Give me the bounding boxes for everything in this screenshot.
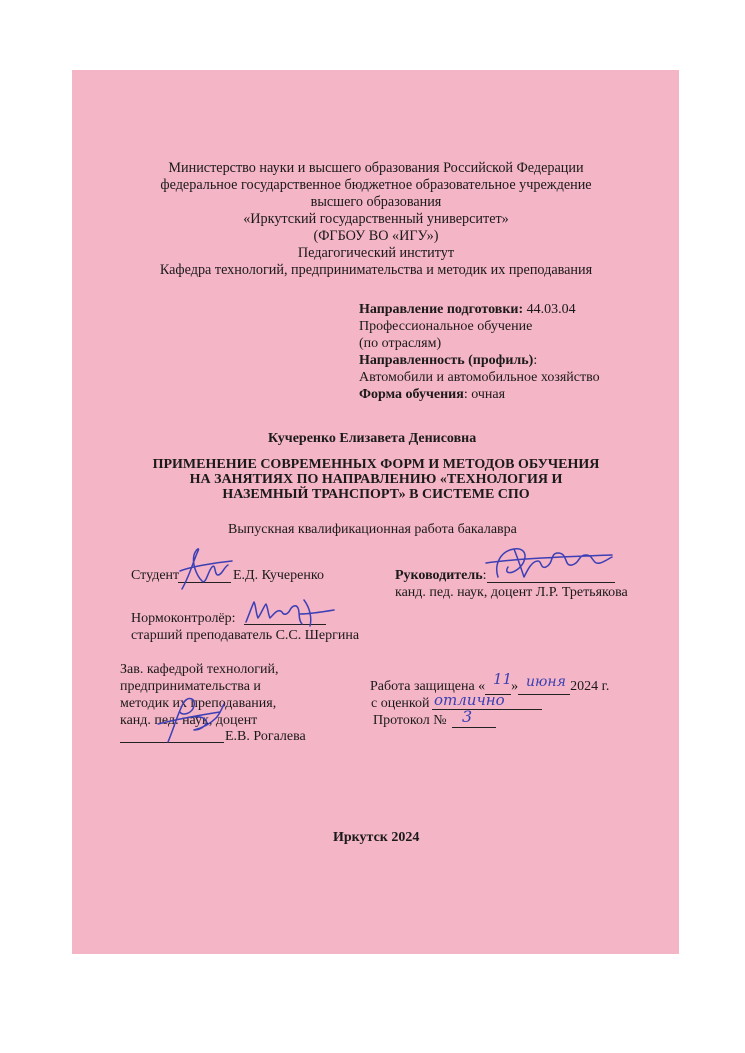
head-position-line-2: предпринимательства и (120, 679, 261, 694)
profile-line (359, 352, 537, 369)
author-name: Кучеренко Елизавета Денисовна (268, 431, 477, 446)
city-year: Иркутск 2024 (333, 830, 420, 845)
grade-blank (432, 709, 542, 710)
study-form-label: Форма обучения (359, 387, 464, 402)
student-signature (172, 545, 236, 593)
supervisor-line (395, 567, 487, 584)
protocol-label: Протокол № (373, 713, 447, 728)
defense-prefix: Работа защищена « (370, 679, 486, 694)
protocol-blank (452, 727, 496, 728)
defense-day: 11 (493, 670, 513, 688)
supervisor-colon: : (482, 568, 487, 583)
institution-type-line: федеральное государственное бюджетное образовательное учреждение (160, 177, 592, 193)
head-position-line-1: Зав. кафедрой технологий, (120, 662, 279, 677)
defense-quote-close: » (511, 679, 519, 694)
university-name: «Иркутский государственный университет» (243, 211, 509, 227)
head-position-line-3: методик их преподавания, (120, 696, 277, 711)
head-name: Е.В. Рогалева (225, 729, 306, 744)
direction-line (359, 301, 576, 318)
supervisor-title: канд. пед. наук, доцент Л.Р. Третьякова (395, 585, 628, 600)
defense-year: 2024 г. (570, 679, 610, 694)
direction-code: 44.03.04 (523, 302, 576, 317)
department-name: Кафедра технологий, предпринимательства и методик их преподавания (159, 262, 593, 278)
student-label: Студент (131, 568, 180, 583)
supervisor-label: Руководитель (395, 568, 483, 583)
protocol-number: 3 (462, 707, 473, 726)
thesis-title-line-1: ПРИМЕНЕНИЕ СОВРЕМЕННЫХ ФОРМ И МЕТОДОВ ОБУЧЕНИЯ (152, 457, 600, 472)
normcontrol-label: Нормоконтролёр: (131, 611, 236, 626)
work-type: Выпускная квалификационная работа бакалавра (228, 522, 517, 537)
grade-value: отлично (434, 691, 505, 709)
profile-value: Автомобили и автомобильное хозяйство (359, 370, 600, 385)
head-position-line-4: канд. пед. наук, доцент (120, 713, 258, 728)
direction-name-cont: (по отраслям) (359, 336, 442, 351)
normcontrol-signature (240, 594, 336, 630)
direction-label: Направление подготовки: (359, 302, 524, 317)
profile-colon: : (533, 353, 538, 368)
ministry-line: Министерство науки и высшего образования Российской Федерации (168, 160, 584, 176)
thesis-title-line-3: НАЗЕМНЫЙ ТРАНСПОРТ» В СИСТЕМЕ СПО (222, 487, 530, 502)
education-level-line: высшего образования (310, 194, 442, 210)
student-name: Е.Д. Кучеренко (233, 568, 324, 583)
thesis-title-line-2: НА ЗАНЯТИЯХ ПО НАПРАВЛЕНИЮ «ТЕХНОЛОГИЯ И (189, 472, 563, 487)
institute-name: Педагогический институт (297, 245, 455, 261)
profile-label: Направленность (профиль) (359, 353, 534, 368)
direction-name: Профессиональное обучение (359, 319, 533, 334)
study-form-line (359, 386, 505, 403)
head-signature (150, 694, 230, 746)
defense-month: июня (526, 674, 566, 690)
university-abbreviation: (ФГБОУ ВО «ИГУ») (313, 228, 439, 244)
normcontrol-title: старший преподаватель С.С. Шергина (131, 628, 360, 643)
supervisor-signature (484, 543, 614, 585)
study-form-value: : очная (463, 387, 506, 402)
grade-label: с оценкой (371, 696, 430, 711)
